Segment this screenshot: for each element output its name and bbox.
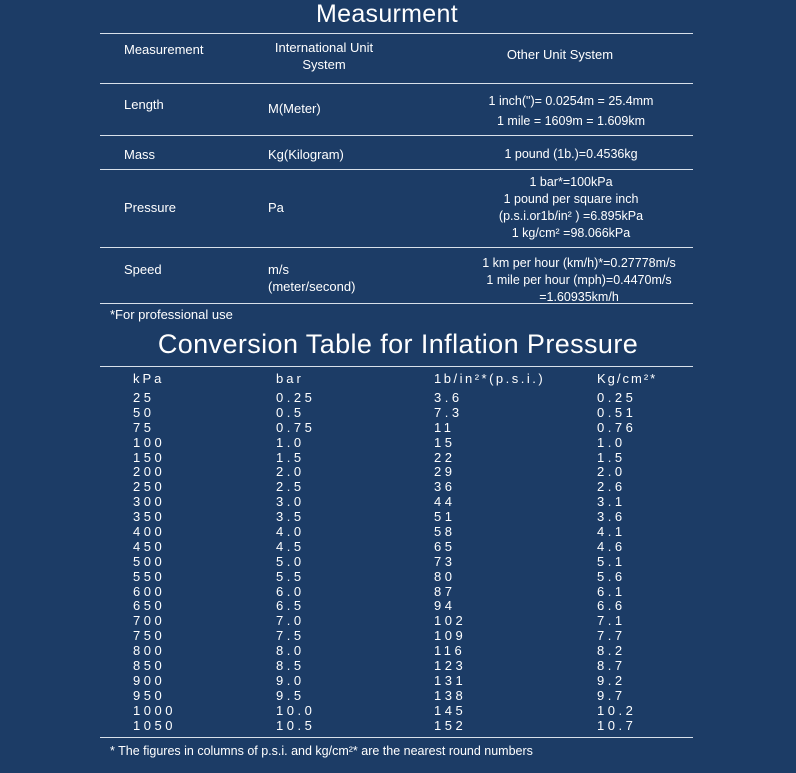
table-cell-bar: 4.5 [276,538,305,554]
column-header-bar: bar [276,371,304,386]
table-cell-kpa: 750 [133,628,166,644]
row-speed-other-line: 1 mile per hour (mph)=0.4470m/s [486,273,672,287]
table-cell-kgcm: 3.1 [597,494,626,510]
table-rule-bottom [100,303,693,304]
table-cell-psi: 123 [434,658,467,674]
table-cell-kpa: 600 [133,583,166,599]
table-cell-psi: 73 [434,553,456,569]
table-cell-bar: 5.5 [276,568,305,584]
table-cell-bar: 0.5 [276,404,305,420]
table-cell-bar: 6.0 [276,583,305,599]
row-mass-si: Kg(Kilogram) [268,147,344,162]
table-cell-bar: 2.0 [276,464,305,480]
table-cell-psi: 109 [434,628,467,644]
table-cell-kpa: 500 [133,553,166,569]
table-cell-bar: 7.5 [276,628,305,644]
column-header-psi: 1b/in²*(p.s.i.) [434,371,546,386]
table-cell-bar: 3.0 [276,494,305,510]
table-rule [100,247,693,248]
professional-use-note: *For professional use [110,307,233,322]
table-cell-kpa: 150 [133,449,166,465]
table-cell-psi: 29 [434,464,456,480]
table-cell-kgcm: 3.6 [597,509,626,525]
conversion-rule-bottom [100,737,693,738]
table-cell-kpa: 250 [133,479,166,495]
table-rule-top [100,33,693,34]
table-cell-bar: 1.0 [276,434,305,450]
table-cell-kpa: 650 [133,598,166,614]
row-length-other [440,93,702,130]
column-header-kpa: kPa [133,371,165,386]
table-cell-bar: 5.0 [276,553,305,569]
table-cell-kgcm: 4.6 [597,538,626,554]
row-pressure-other-line: 1 kg/cm² =98.066kPa [511,226,631,240]
row-length-other-line: 1 inch(")= 0.0254m = 25.4mm [488,94,654,108]
table-cell-kgcm: 5.1 [597,553,626,569]
table-cell-kgcm: 1.0 [597,434,626,450]
table-cell-kgcm: 4.1 [597,524,626,540]
table-cell-kgcm: 6.6 [597,598,626,614]
table-cell-bar: 4.0 [276,524,305,540]
table-cell-bar: 10.0 [276,702,316,718]
row-length-other-line: 1 mile = 1609m = 1.609km [497,114,645,128]
row-length-si: M(Meter) [268,101,321,116]
table-cell-kpa: 900 [133,672,166,688]
table-cell-bar: 9.0 [276,672,305,688]
table-cell-kgcm: 6.1 [597,583,626,599]
table-cell-kgcm: 8.7 [597,658,626,674]
header-measurement: Measurement [124,42,204,57]
conversion-rule-top [100,366,693,367]
table-cell-kgcm: 9.2 [597,672,626,688]
table-cell-psi: 102 [434,613,467,629]
table-cell-kgcm: 0.25 [597,390,637,405]
table-cell-kpa: 50 [133,404,155,420]
column-bar [276,391,315,733]
table-cell-bar: 8.0 [276,643,305,659]
table-cell-bar: 9.5 [276,687,305,703]
table-cell-kgcm: 2.6 [597,479,626,495]
table-cell-kgcm: 7.7 [597,628,626,644]
table-cell-psi: 80 [434,568,456,584]
table-cell-psi: 44 [434,494,456,510]
table-cell-kgcm: 2.0 [597,464,626,480]
row-pressure-name: Pressure [124,200,177,215]
row-speed-other-line: 1 km per hour (km/h)*=0.27778m/s [482,256,676,270]
table-cell-kgcm: 10.7 [597,717,637,733]
table-cell-kgcm: 5.6 [597,568,626,584]
table-cell-kpa: 25 [133,390,155,405]
table-cell-kgcm: 0.76 [597,419,637,435]
row-pressure-other-line: (p.s.i.or1b/in² ) =6.895kPa [498,209,644,223]
table-cell-psi: 94 [434,598,456,614]
table-cell-psi: 3.6 [434,390,463,405]
table-cell-psi: 58 [434,524,456,540]
measurement-title: Measurment [316,0,458,28]
table-cell-psi: 36 [434,479,456,495]
table-cell-psi: 22 [434,449,456,465]
header-international-line2: System [302,57,346,72]
table-cell-psi: 87 [434,583,456,599]
table-cell-bar: 3.5 [276,509,305,525]
header-international-unit [262,39,386,73]
table-cell-psi: 152 [434,717,467,733]
table-cell-bar: 8.5 [276,658,305,674]
column-kpa [133,391,176,733]
table-cell-psi: 11 [434,419,455,435]
row-pressure-other [440,174,702,242]
header-international-line1: International Unit [274,40,374,55]
table-cell-kpa: 800 [133,643,166,659]
table-cell-kpa: 400 [133,524,166,540]
table-cell-psi: 145 [434,702,467,718]
row-mass-name: Mass [124,147,156,162]
table-cell-psi: 7.3 [434,404,463,420]
row-speed-other-line: =1.60935km/h [539,290,619,304]
table-cell-kpa: 550 [133,568,166,584]
row-pressure-other-line: 1 bar*=100kPa [529,175,613,189]
table-rule [100,169,693,170]
table-cell-bar: 6.5 [276,598,305,614]
table-cell-kpa: 850 [133,658,166,674]
table-cell-bar: 7.0 [276,613,305,629]
rounding-footnote: * The figures in columns of p.s.i. and kg/cm²* are the nearest round numbers [110,744,533,758]
row-speed-other [448,255,710,306]
table-rule [100,135,693,136]
header-other-unit-system: Other Unit System [506,47,614,62]
table-cell-kgcm: 7.1 [597,613,626,629]
column-kgcm [597,391,636,733]
table-cell-kpa: 100 [133,434,166,450]
table-cell-kgcm: 9.7 [597,687,626,703]
row-pressure-si: Pa [268,200,284,215]
table-cell-psi: 131 [434,672,467,688]
table-cell-psi: 51 [434,509,456,525]
table-cell-kpa: 700 [133,613,166,629]
table-cell-bar: 2.5 [276,479,305,495]
table-cell-bar: 0.75 [276,419,316,435]
table-cell-kpa: 450 [133,538,166,554]
table-cell-psi: 116 [434,643,466,659]
table-cell-kpa: 1050 [133,717,176,733]
table-cell-kpa: 75 [133,419,155,435]
table-cell-kgcm: 1.5 [597,449,626,465]
table-cell-psi: 15 [434,434,456,450]
table-cell-bar: 0.25 [276,390,316,405]
column-header-kgcm: Kg/cm²* [597,371,658,386]
table-cell-kpa: 1000 [133,702,176,718]
row-speed-si-line2: (meter/second) [268,279,356,294]
conversion-title: Conversion Table for Inflation Pressure [157,329,639,359]
table-cell-bar: 10.5 [276,717,316,733]
table-cell-kgcm: 0.51 [597,404,637,420]
row-pressure-other-line: 1 pound per square inch [503,192,639,206]
table-cell-bar: 1.5 [276,449,305,465]
column-psi [434,391,466,733]
row-speed-si [268,261,355,295]
table-cell-kpa: 300 [133,494,166,510]
table-rule [100,83,693,84]
row-mass-other: 1 pound (1b.)=0.4536kg [504,147,638,161]
row-speed-name: Speed [124,262,162,277]
table-cell-kpa: 950 [133,687,166,703]
table-cell-psi: 138 [434,687,467,703]
table-cell-psi: 65 [434,538,456,554]
table-cell-kpa: 350 [133,509,166,525]
table-cell-kgcm: 10.2 [597,702,637,718]
row-speed-si-line1: m/s [268,262,289,277]
row-length-name: Length [124,97,164,112]
table-cell-kgcm: 8.2 [597,643,626,659]
table-cell-kpa: 200 [133,464,166,480]
